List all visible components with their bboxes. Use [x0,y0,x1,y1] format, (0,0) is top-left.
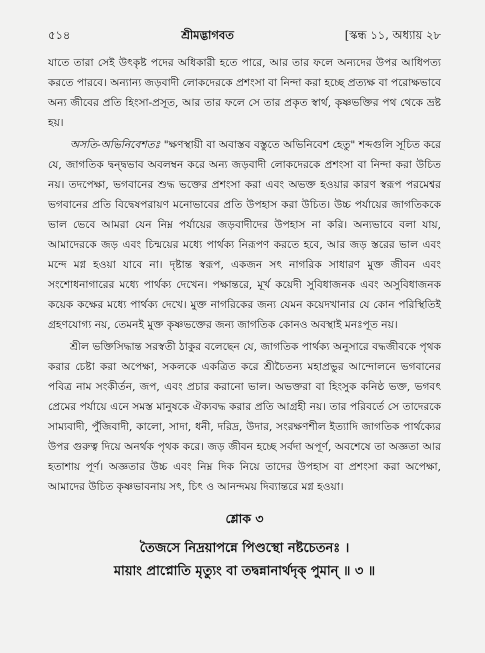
book-title: শ্রীমদ্ভাগবত [181,28,234,42]
page-number: ৫১৪ [48,28,71,42]
purport-text [48,53,441,497]
italic-phrase: অসতি-অভিনিবেশতঃ [70,139,161,151]
paragraph: শ্রীল ভক্তিসিদ্ধান্ত সরস্বতী ঠাকুর বলেছেন যে, জাগতিক পার্থক্য অনুসারে বদ্ধজীবকে পৃথক করার চেষ্টা করা অপেক্ষা, সকলকে একত্রিত করে শ্রীচৈতন্য মহাপ্রভুর আন্দোলনে ভগবানের পবিত্র নাম সংকীর্তন, জপ, এবং প্রচার করানো ভাল। অভক্তরা বা হিংসুক কনিষ্ঠ ভক্ত, ভগবৎ প্রেমের পর্যায়ে এনে সমস্ত মানুষকে ঐক্যবদ্ধ করার প্রতি আগ্রহী নয়। তার পরিবর্তে সে তাদেরকে সাম্যবাদী, পুঁজিবাদী, কালো, সাদা, ধনী, দরিদ্র, উদার, সংরক্ষণশীল ইত্যাদি জাগতিক পার্থক্যের উপর গুরুত্ব দিয়ে অনর্থক পৃথক করে। জড় জীবন হচ্ছে সর্বদা অপূর্ণ, অবশেষে তা অজ্ঞতা আর হতাশায় পূর্ণ। অজ্ঞতার উচ্চ এবং নিম্ন দিক নিয়ে তাদের উপহাস বা প্রশংসা করা অপেক্ষা, আমাদের উচিত কৃষ্ণভাবনায় সৎ, চিৎ ও আনন্দময় দিব্যান্তরে মগ্ন হওয়া। [48,341,441,493]
sanskrit-verse [48,537,441,583]
chapter-reference: [স্কন্ধ ১১, অধ্যায় ২৮ [344,28,441,42]
verse-line: মায়াং প্রাপ্নোতি মৃত্যুং বা তদ্বন্নানার্থদৃক্‌ পুমান্‌ ॥ ৩ ॥ [113,564,376,579]
verse-line: তৈজসে নিদ্রয়াপন্নে পিণ্ডস্থো নষ্টচেতনঃ । [139,541,350,556]
paragraph: যাতে তারা সেই উৎকৃষ্ট পদের অধিকারী হতে পারে, আর তার ফলে অন্যদের উপর আধিপত্য করতে পারবে। অন্যান্য জড়বাদী লোকদেরকে প্রশংসা বা নিন্দা করা হচ্ছে প্রত্যক্ষ বা পরোক্ষভাবে অন্য জীবের প্রতি হিংসা-প্রসূত, আর তার ফলে সে তার প্রকৃত স্বার্থ, কৃষ্ণভক্তির পথ থেকে ভ্রষ্ট হয়। [48,57,441,129]
paragraph [48,135,441,335]
page-header [48,27,441,46]
verse-heading: শ্লোক ৩ [225,511,264,526]
paragraph-text: "ক্ষণস্থায়ী বা অবাস্তব বস্তুতে অভিনিবেশ হেতু" শব্দগুলি সূচিত করে যে, জাগতিক দ্বন্দ্বভাব অবলম্বন করে অন্য জড়বাদী লোকদেরকে প্রশংসা বা নিন্দা করা উচিত নয়। তদপেক্ষা, ভগবানের শুদ্ধ ভক্তের প্রশংসা করা এবং অভক্ত হওয়ার কারণ স্বরূপ পরমেশ্বর ভগবানের প্রতি বিদ্বেষপরায়ণ মনোভাবের প্রতি উপহাস করা উচিত। উচ্চ পর্যায়ের জাগতিককে ভাল ভেবে আমরা যেন নিম্ন পর্যায়ের জড়বাদীদের উপহাস না করি। অন্যভাবে বলা যায়, আমাদেরকে জড় এবং চিন্ময়ের মধ্যে পার্থক্য নিরূপণ করতে হবে, আর জড় স্তরের ভাল এবং মন্দে মগ্ন হওয়া যাবে না। দৃষ্টান্ত স্বরূপ, একজন সৎ নাগরিক সাধারণ মুক্ত জীবন এবং সংশোধনাগারের মধ্যে পার্থক্য দেখেন। পক্ষান্তরে, মূর্খ কয়েদী সুবিধাজনক এবং অসুবিধাজনক কয়েক কক্ষের মধ্যে পার্থক্য দেখে। মুক্ত নাগরিকের জন্য যেমন কয়েদখানার যে কোন পরিস্থিতিই গ্রহণযোগ্য নয়, তেমনই মুক্ত কৃষ্ণভক্তের জন্য জাগতিক কোনও অবস্থাই মনঃপূত নয়। [48,139,441,331]
